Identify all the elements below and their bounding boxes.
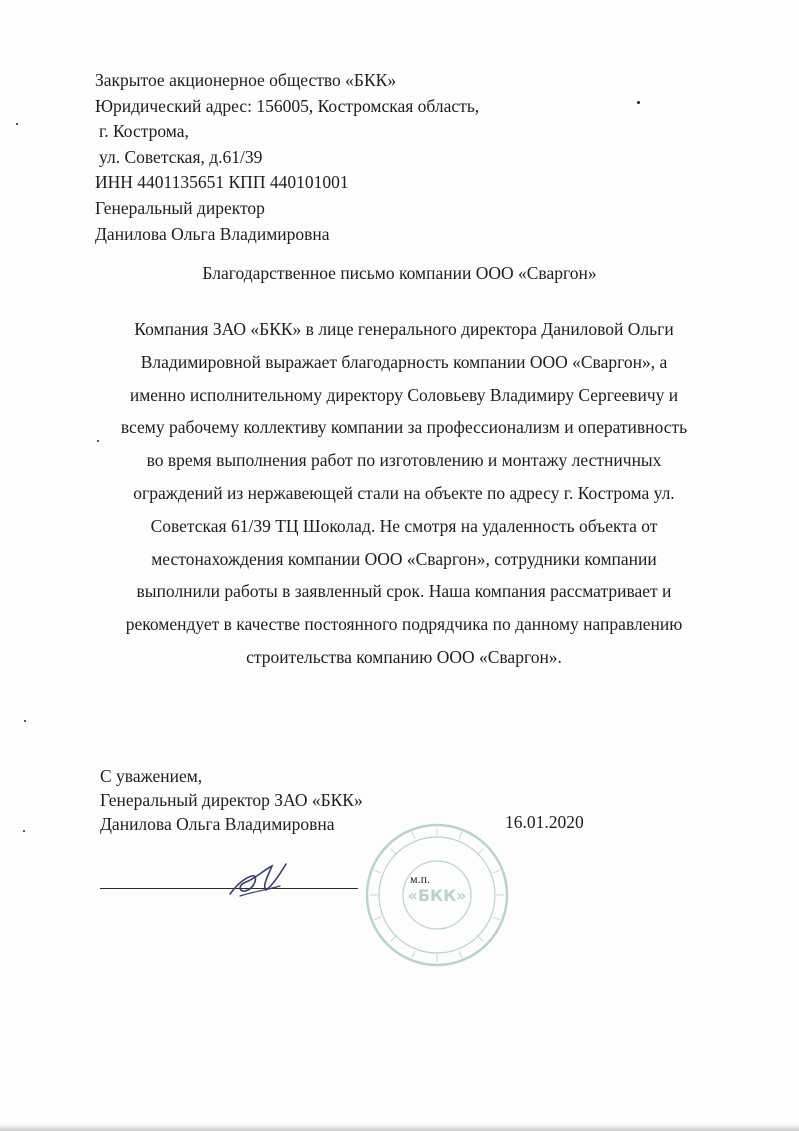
sender-tax-ids: ИНН 4401135651 КПП 440101001	[95, 172, 349, 193]
body-line: рекомендует в качестве постоянного подрядчика по данному направлению	[125, 614, 683, 635]
closing-regards: С уважением,	[100, 766, 203, 786]
body-line: во время выполнения работ по изготовлению и монтажу лестничных	[146, 450, 662, 471]
scan-speck	[24, 720, 26, 722]
scan-speck	[97, 440, 99, 442]
company-seal-icon	[362, 820, 512, 970]
scan-bottom-edge	[0, 1124, 799, 1131]
scan-speck	[23, 830, 25, 832]
body-line: именно исполнительному директору Соловьеву Владимиру Сергеевичу и	[129, 384, 679, 405]
sender-company: Закрытое акционерное общество «БКК»	[95, 70, 397, 90]
sender-city: г. Кострома,	[99, 121, 189, 142]
body-line: Советская 61/39 ТЦ Шоколад. Не смотря на удаленность объекта от	[150, 515, 658, 536]
body-line: всему рабочему коллективу компании за профессионализм и оперативность	[120, 417, 688, 438]
letter-date: 16.01.2020	[505, 812, 584, 832]
scan-speck	[637, 101, 640, 104]
sender-street: ул. Советская, д.61/39	[99, 146, 263, 167]
body-line: выполнили работы в заявленный срок. Наша компания рассматривает и	[136, 581, 672, 602]
letter-body	[94, 313, 714, 674]
signature-icon	[222, 856, 302, 906]
closing-name: Данилова Ольга Владимировна	[100, 814, 335, 834]
sender-director-name: Данилова Ольга Владимировна	[95, 223, 330, 244]
scan-speck	[16, 123, 18, 125]
sender-position: Генеральный директор	[95, 197, 265, 218]
body-line: Владимировной выражает благодарность компании ООО «Сваргон», а	[140, 351, 668, 372]
closing-position: Генеральный директор ЗАО «БКК»	[100, 790, 363, 810]
body-line: местонахождения компании ООО «Сваргон», сотрудники компании	[151, 548, 657, 569]
seal-center-text: «БКК»	[407, 886, 467, 905]
closing-block	[100, 764, 363, 836]
body-line: строительства компанию ООО «Сваргон».	[246, 646, 562, 667]
sender-legal-address: Юридический адрес: 156005, Костромская область,	[95, 95, 480, 116]
letter-title: Благодарственное письмо компании ООО «Сваргон»	[202, 263, 597, 283]
stamp-place-label: м.п.	[410, 872, 431, 886]
sender-block	[95, 68, 479, 247]
body-line: ограждений из нержавеющей стали на объекте по адресу г. Кострома ул.	[133, 482, 675, 503]
body-line: Компания ЗАО «БКК» в лице генерального директора Даниловой Ольги	[134, 319, 674, 339]
